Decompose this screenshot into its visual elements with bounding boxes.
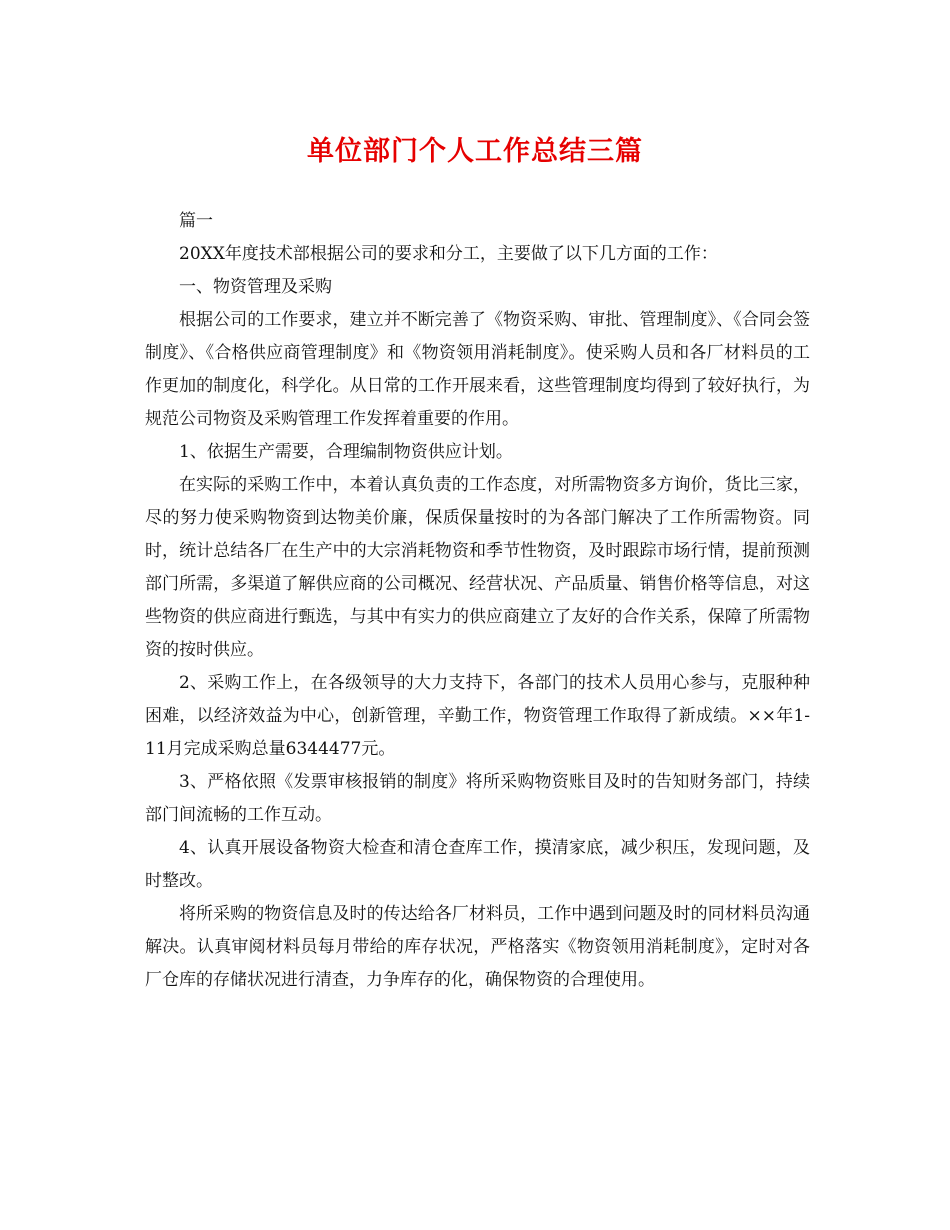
- paragraph-section-label: 篇一: [179, 211, 213, 231]
- paragraph-intro: 20XX年度技术部根据公司的要求和分工，主要做了以下几方面的工作：: [179, 244, 718, 264]
- paragraph-heading-materials: 一、物资管理及采购: [179, 277, 332, 297]
- document-body: [145, 205, 810, 997]
- paragraph-item-1: 1、依据生产需要，合理编制物资供应计划。: [179, 442, 513, 462]
- paragraph-inventory: 将所采购的物资信息及时的传达给各厂材料员，工作中遇到问题及时的同材料员沟通解决。认真审阅材料员每月带给的库存状况，严格落实《物资领用消耗制度》，定时对各厂仓库的存储状况进行清查，力争库存的化，确保物资的合理使用。: [145, 904, 810, 990]
- paragraph-item-4: 4、认真开展设备物资大检查和清仓查库工作，摸清家底，减少积压，发现问题，及时整改。: [145, 838, 810, 891]
- paragraph-procurement: 在实际的采购工作中，本着认真负责的工作态度，对所需物资多方询价，货比三家，尽的努力使采购物资到达物美价廉，保质保量按时的为各部门解决了工作所需物资。同时，统计总结各厂在生产中的大宗消耗物资和季节性物资，及时跟踪市场行情，提前预测部门所需，多渠道了解供应商的公司概况、经营状况、产品质量、销售价格等信息，对这些物资的供应商进行甄选，与其中有实力的供应商建立了友好的合作关系，保障了所需物资的按时供应。: [145, 475, 810, 660]
- paragraph-item-2: 2、采购工作上，在各级领导的大力支持下，各部门的技术人员用心参与，克服种种困难，以经济效益为中心，创新管理，辛勤工作，物资管理工作取得了新成绩。××年1-11月完成采购总量6344477元。: [145, 673, 810, 759]
- paragraph-item-3: 3、严格依照《发票审核报销的制度》将所采购物资账目及时的告知财务部门，持续部门间流畅的工作互动。: [145, 772, 810, 825]
- document-title: 单位部门个人工作总结三篇: [307, 136, 643, 167]
- paragraph-systems: 根据公司的工作要求，建立并不断完善了《物资采购、审批、管理制度》、《合同会签制度》、《合格供应商管理制度》和《物资领用消耗制度》。使采购人员和各厂材料员的工作更加的制度化，科学化。从日常的工作开展来看，这些管理制度均得到了较好执行，为规范公司物资及采购管理工作发挥着重要的作用。: [145, 310, 810, 429]
